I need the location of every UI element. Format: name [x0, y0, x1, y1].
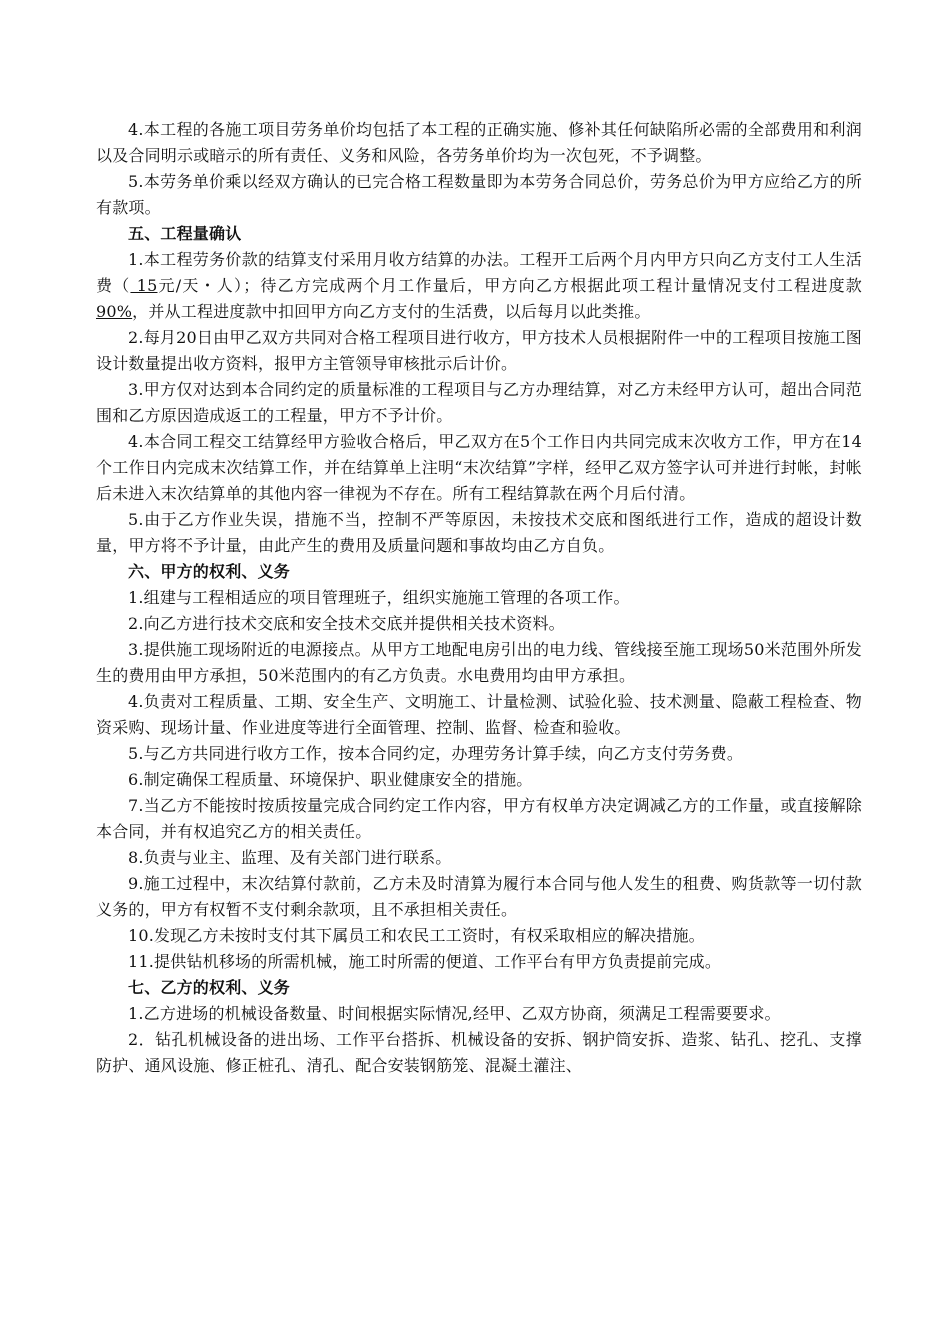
clause-paragraph: 6.制定确保工程质量、环境保护、职业健康安全的措施。 [128, 770, 533, 789]
clause-paragraph: 5.由于乙方作业失误，措施不当，控制不严等原因，未按技术交底和图纸进行工作，造成的超设计数量，甲方将不予计量，由此产生的费用及质量问题和事故均由乙方自负。 [96, 510, 862, 555]
clause-paragraph: 3.甲方仅对达到本合同约定的质量标准的工程项目与乙方办理结算，对乙方未经甲方认可，超出合同范围和乙方原因造成返工的工程量，甲方不予计价。 [96, 380, 862, 425]
clause-paragraph: 3.提供施工现场附近的电源接点。从甲方工地配电房引出的电力线、管线接至施工现场50米范围外所发生的费用由甲方承担，50米范围内的有乙方负责。水电费用均由甲方承担。 [96, 640, 862, 685]
section-heading: 六、甲方的权利、义务 [128, 562, 291, 581]
paragraph-text: 1.本工程劳务价款的结算支付采用月收方结算的办法。工程开工后两个月内甲方只向乙方支付工人生活费（ [96, 250, 862, 295]
paragraph-text: ，并从工程进度款中扣回甲方向乙方支付的生活费，以后每月以此类推。 [132, 302, 651, 321]
clause-paragraph: 9.施工过程中，末次结算付款前，乙方未及时清算为履行本合同与他人发生的租费、购货款等一切付款义务的，甲方有权暂不支付剩余款项，且不承担相关责任。 [96, 874, 862, 919]
clause-paragraph: 11.提供钻机移场的所需机械，施工时所需的便道、工作平台有甲方负责提前完成。 [128, 952, 722, 971]
clause-paragraph: 4.负责对工程质量、工期、安全生产、文明施工、计量检测、试验化验、技术测量、隐蔽工程检查、物资采购、现场计量、作业进度等进行全面管理、控制、监督、检查和验收。 [96, 692, 862, 737]
clause-paragraph: 5.本劳务单价乘以经双方确认的已完合格工程数量即为本劳务合同总价，劳务总价为甲方应给乙方的所有款项。 [96, 172, 862, 217]
clause-paragraph [96, 247, 862, 325]
section-heading: 五、工程量确认 [128, 224, 242, 243]
underlined-value: 15 [130, 276, 158, 295]
underlined-value: 90% [96, 302, 133, 321]
clause-paragraph: 2.每月20日由甲乙双方共同对合格工程项目进行收方，甲方技术人员根据附件一中的工程项目按施工图设计数量提出收方资料，报甲方主管领导审核批示后计价。 [96, 328, 862, 373]
clause-paragraph: 8.负责与业主、监理、及有关部门进行联系。 [128, 848, 452, 867]
clause-paragraph: 1.组建与工程相适应的项目管理班子，组织实施施工管理的各项工作。 [128, 588, 630, 607]
document-body [96, 117, 862, 1079]
clause-paragraph: 2．钻孔机械设备的进出场、工作平台搭拆、机械设备的安拆、钢护筒安拆、造浆、钻孔、挖孔、支撑防护、通风设施、修正桩孔、清孔、配合安装钢筋笼、混凝土灌注、 [96, 1030, 862, 1075]
clause-paragraph: 2.向乙方进行技术交底和安全技术交底并提供相关技术资料。 [128, 614, 565, 633]
clause-paragraph: 5.与乙方共同进行收方工作，按本合同约定，办理劳务计算手续，向乙方支付劳务费。 [128, 744, 744, 763]
section-heading: 七、乙方的权利、义务 [128, 978, 291, 997]
paragraph-text: 元/天・人）；待乙方完成两个月工作量后，甲方向乙方根据此项工程计量情况支付工程进度款 [157, 276, 862, 295]
clause-paragraph: 1.乙方进场的机械设备数量、时间根据实际情况,经甲、乙双方协商，须满足工程需要要求。 [128, 1004, 781, 1023]
clause-paragraph: 10.发现乙方未按时支付其下属员工和农民工工资时，有权采取相应的解决措施。 [128, 926, 705, 945]
clause-paragraph: 7.当乙方不能按时按质按量完成合同约定工作内容，甲方有权单方决定调减乙方的工作量，或直接解除本合同，并有权追究乙方的相关责任。 [96, 796, 862, 841]
clause-paragraph: 4.本工程的各施工项目劳务单价均包括了本工程的正确实施、修补其任何缺陷所必需的全部费用和利润以及合同明示或暗示的所有责任、义务和风险，各劳务单价均为一次包死，不予调整。 [96, 120, 862, 165]
clause-paragraph: 4.本合同工程交工结算经甲方验收合格后，甲乙双方在5个工作日内共同完成末次收方工作，甲方在14个工作日内完成末次结算工作，并在结算单上注明“末次结算”字样，经甲乙双方签字认可并进行封帐，封帐后未进入末次结算单的其他内容一律视为不存在。所有工程结算款在两个月后付清。 [96, 432, 862, 503]
